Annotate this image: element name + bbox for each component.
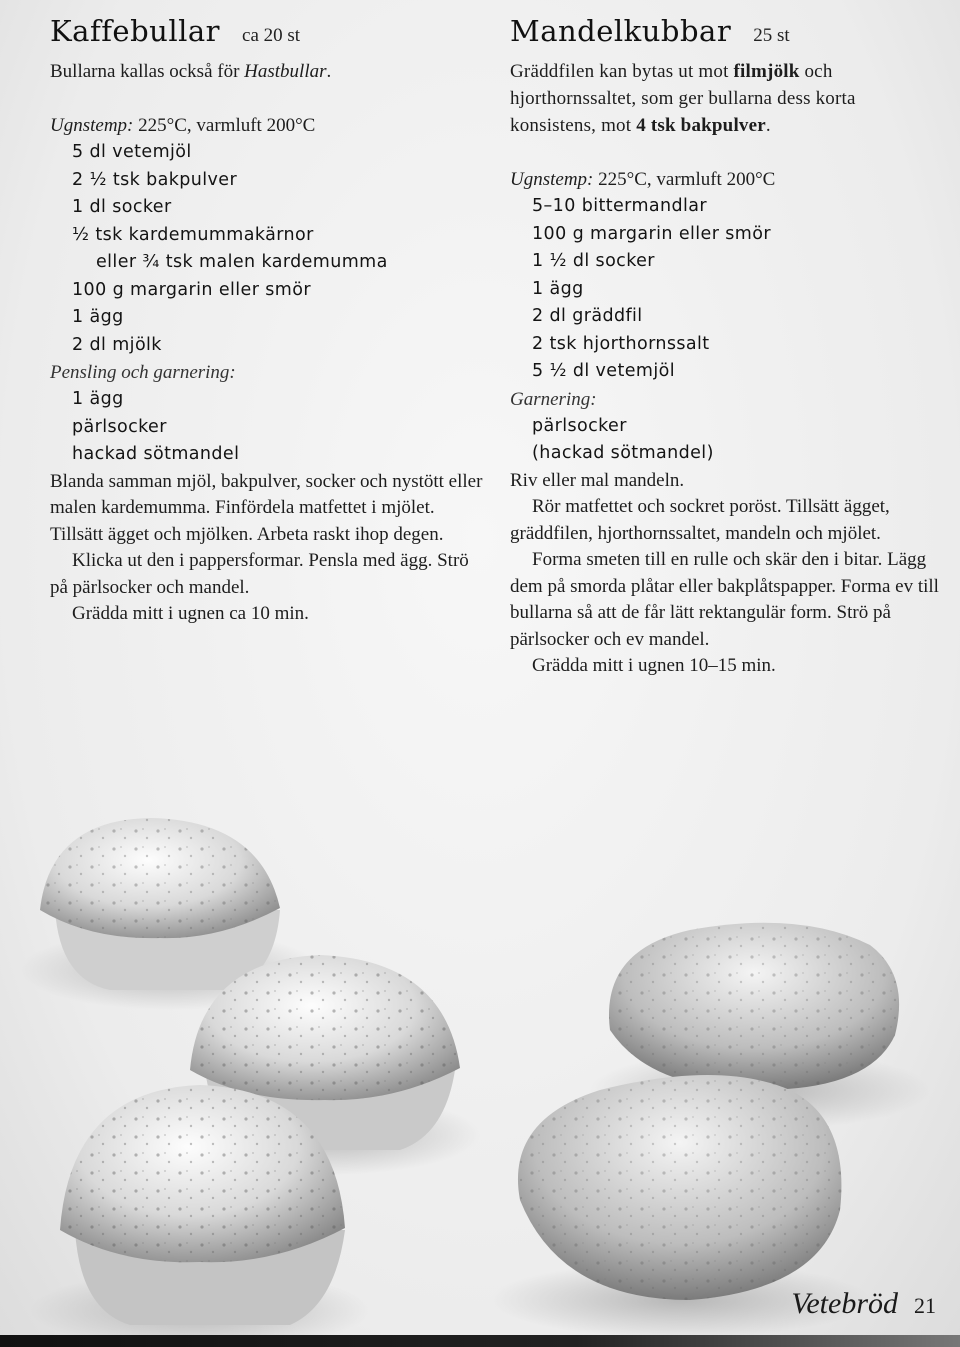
kaffebullar-photo xyxy=(20,818,480,1347)
ingredient: 100 g margarin eller smör xyxy=(532,223,771,244)
method xyxy=(510,468,940,680)
intro-alt-name: Hastbullar xyxy=(244,61,327,82)
topping-item: pärlsocker xyxy=(532,415,627,436)
oven-label: Ugnstemp: xyxy=(510,169,594,190)
oven-value: 225°C, varmluft 200°C xyxy=(133,115,316,136)
recipe-header xyxy=(510,14,940,48)
topping-heading: Pensling och garnering: xyxy=(50,362,236,383)
intro-substitute: 4 tsk bakpulver xyxy=(636,115,766,136)
oven-value: 225°C, varmluft 200°C xyxy=(593,169,776,190)
ingredient: 5 dl vetemjöl xyxy=(72,142,192,162)
ingredient: 5 ½ dl vetemjöl xyxy=(532,361,675,381)
recipe-yield: ca 20 st xyxy=(242,25,301,46)
topping-heading: Garnering: xyxy=(510,388,597,410)
intro-end: . xyxy=(326,61,332,82)
topping-list xyxy=(510,413,940,468)
section-title: Vetebröd xyxy=(791,1287,898,1320)
oven-temperature xyxy=(510,166,940,193)
ingredient-list xyxy=(510,193,940,386)
method-step: Riv eller mal mandeln. xyxy=(510,469,685,491)
ingredient-list xyxy=(50,139,490,359)
topping-item: pärlsocker xyxy=(72,416,167,437)
recipe-title: Mandelkubbar xyxy=(510,14,732,48)
intro-substitute: filmjölk xyxy=(733,61,800,82)
ingredient: 5–10 bittermandlar xyxy=(532,196,708,216)
method-step: Grädda mitt i ugnen ca 10 min. xyxy=(72,603,309,624)
page-number: 21 xyxy=(914,1293,936,1318)
topping-list xyxy=(50,386,490,469)
recipe-yield: 25 st xyxy=(753,25,790,46)
ingredient: 2 tsk hjorthornssalt xyxy=(532,333,710,354)
topping-item: hackad sötmandel xyxy=(72,444,240,464)
ingredient: 2 dl gräddfil xyxy=(532,306,643,326)
method xyxy=(50,469,490,628)
ingredient: 100 g margarin eller smör xyxy=(72,279,311,300)
method-step: Rör matfettet och sockret poröst. Tillsätt ägget, gräddfilen, hjorthornssaltet, mandeln och mjölet. xyxy=(510,496,890,544)
recipe-intro xyxy=(50,58,490,85)
ingredient: 1 ½ dl socker xyxy=(532,251,655,271)
recipe-kaffebullar xyxy=(50,14,490,628)
recipe-header xyxy=(50,14,490,48)
ingredient: 2 ½ tsk bakpulver xyxy=(72,169,238,190)
ingredient: 2 dl mjölk xyxy=(72,334,162,355)
buns-photo xyxy=(0,790,960,1347)
intro-text: och hjorthornssaltet, som ger bullarna dess korta konsistens, mot xyxy=(510,61,856,136)
ingredient: 1 dl socker xyxy=(72,197,172,217)
intro-end: . xyxy=(765,115,771,136)
method-step: Grädda mitt i ugnen 10–15 min. xyxy=(532,655,776,676)
method-step: Forma smeten till en rulle och skär den i bitar. Lägg dem på smorda plåtar eller bakplåtspapper. Forma ev till bullarna så att de får lätt rektangulär form. Strö på pärlsocker och ev mandel. xyxy=(510,549,939,650)
topping-item: 1 ägg xyxy=(72,389,124,409)
intro-text: Bullarna kallas också för xyxy=(50,61,245,82)
mandelkubbar-photo xyxy=(490,923,930,1338)
ingredient: ½ tsk kardemummakärnor xyxy=(72,224,314,245)
ingredient-alternative: eller ¾ tsk malen kardemumma xyxy=(96,252,388,272)
ingredient: 1 ägg xyxy=(72,307,124,327)
page-footer xyxy=(791,1287,936,1321)
method-step: Klicka ut den i pappersformar. Pensla med ägg. Strö på pärlsocker och mandel. xyxy=(50,550,469,598)
scan-edge xyxy=(0,1335,960,1347)
recipe-title: Kaffebullar xyxy=(50,14,221,48)
recipe-mandelkubbar xyxy=(510,14,940,680)
recipe-intro xyxy=(510,58,940,139)
oven-label: Ugnstemp: xyxy=(50,115,134,136)
topping-item: (hackad sötmandel) xyxy=(532,443,714,463)
intro-text: Gräddfilen kan bytas ut mot xyxy=(510,61,734,82)
oven-temperature xyxy=(50,112,490,139)
ingredient: 1 ägg xyxy=(532,278,584,299)
method-step: Blanda samman mjöl, bakpulver, socker och nystött eller malen kardemumma. Finfördela matfettet i mjölet. Tillsätt ägget och mjölken. Arbeta raskt ihop degen. xyxy=(50,470,483,545)
